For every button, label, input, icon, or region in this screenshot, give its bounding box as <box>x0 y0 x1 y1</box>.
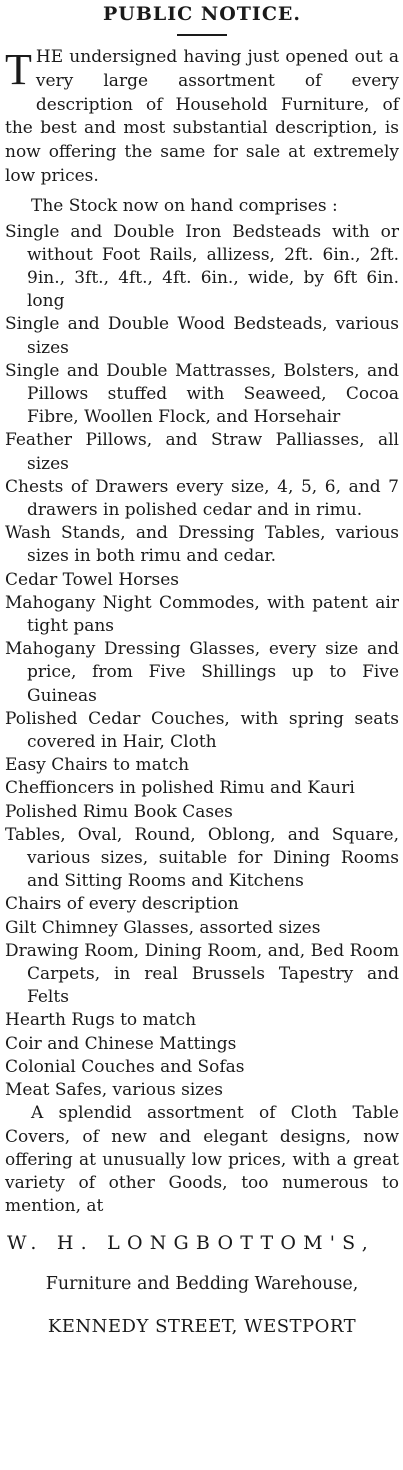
stock-item: Polished Cedar Couches, with spring seats covered in Hair, Cloth <box>5 708 399 753</box>
intro-text: HE undersigned having just opened out a very large assortment of every description of Household Furniture, of the best and most substantial description, is now offering the same for sale at extremely low prices. <box>5 47 399 186</box>
stock-list <box>5 221 399 1103</box>
stock-item: Drawing Room, Dining Room, and, Bed Room Carpets, in real Brussels Tapestry and Felts <box>5 940 399 1008</box>
intro-paragraph <box>5 46 399 189</box>
stock-item: Wash Stands, and Dressing Tables, various sizes in both rimu and cedar. <box>5 523 399 567</box>
stock-item: Chairs of every description <box>5 894 239 915</box>
stock-item: Coir and Chinese Mattings <box>5 1033 237 1054</box>
warehouse-line: Furniture and Bedding Warehouse, <box>45 1274 359 1295</box>
firm-name: W. H. LONGBOTTOM'S, <box>7 1232 375 1255</box>
stock-item: Hearth Rugs to match <box>5 1010 197 1031</box>
stock-lead: The Stock now on hand comprises : <box>31 195 338 216</box>
stock-item: Single and Double Wood Bedsteads, various sizes <box>5 314 399 358</box>
stock-item: Cheffioncers in polished Rimu and Kauri <box>5 778 355 799</box>
stock-item: Tables, Oval, Round, Oblong, and Square, various sizes, suitable for Dining Rooms and Sitting Rooms and Kitchens <box>5 824 399 892</box>
stock-item: Mahogany Night Commodes, with patent air tight pans <box>5 592 399 637</box>
stock-item: Feather Pillows, and Straw Palliasses, all sizes <box>5 430 399 474</box>
stock-item: Single and Double Iron Bedsteads with or without Foot Rails, allizess, 2ft. 6in., 2ft. 9in., 3ft., 4ft., 4ft. 6in., wide, by 6ft 6in. long <box>5 221 399 312</box>
stock-item: Gilt Chimney Glasses, assorted sizes <box>5 917 321 938</box>
stock-item: Cedar Towel Horses <box>5 569 180 590</box>
title-rule <box>177 34 227 36</box>
stock-item: Easy Chairs to match <box>5 755 190 776</box>
street-address: KENNEDY STREET, WESTPORT <box>47 1316 357 1338</box>
stock-item: Mahogany Dressing Glasses, every size and price, from Five Shillings up to Five Guineas <box>5 639 399 706</box>
drop-cap: T <box>5 45 32 94</box>
stock-item: Polished Rimu Book Cases <box>5 801 233 822</box>
stock-item: Colonial Couches and Sofas <box>5 1056 245 1077</box>
closing-paragraph: A splendid assortment of Cloth Table Covers, of new and elegant designs, now offering at unusually low prices, with a great variety of other Goods, too numerous to mention, at <box>5 1103 399 1217</box>
notice-title: PUBLIC NOTICE. <box>102 3 302 25</box>
stock-item: Meat Safes, various sizes <box>5 1080 224 1101</box>
stock-item: Single and Double Mattrasses, Bolsters, and Pillows stuffed with Seaweed, Cocoa Fibre, Woollen Flock, and Horsehair <box>5 360 399 428</box>
stock-item: Chests of Drawers every size, 4, 5, 6, and 7 drawers in polished cedar and in rimu. <box>5 476 399 521</box>
